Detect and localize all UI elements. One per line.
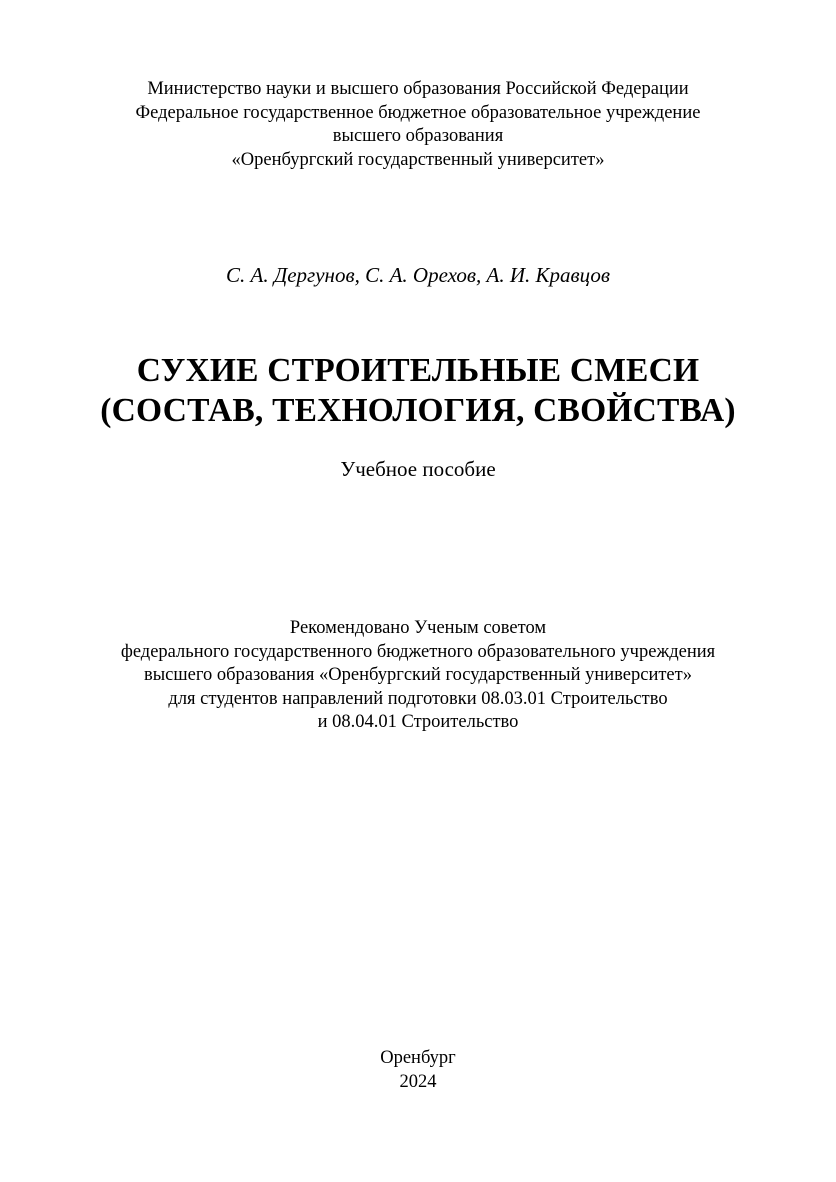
title-line-2: (СОСТАВ, ТЕХНОЛОГИЯ, СВОЙСТВА) <box>100 392 736 429</box>
recommendation-line-4: для студентов направлений подготовки 08.03.01 Строительство <box>168 688 668 709</box>
header-line-education-level: высшего образования <box>332 126 504 146</box>
document-subtitle <box>0 456 836 482</box>
title-line-1: СУХИЕ СТРОИТЕЛЬНЫЕ СМЕСИ <box>136 352 700 389</box>
recommendation-line-2: федерального государственного бюджетного образовательного учреждения <box>120 641 716 662</box>
document-title <box>0 351 836 431</box>
recommendation-line-3: высшего образования «Оренбургский государственный университет» <box>144 665 692 685</box>
institution-header <box>0 78 836 172</box>
subtitle-line: Учебное пособие <box>340 457 496 481</box>
recommendation-line-1: Рекомендовано Ученым советом <box>289 618 547 638</box>
header-line-ministry: Министерство науки и высшего образования Российской Федерации <box>147 79 689 99</box>
authors-line: С. А. Дергунов, С. А. Орехов, А. И. Кравцов <box>226 263 610 287</box>
recommendation-note <box>0 617 836 735</box>
publication-city: Оренбург <box>380 1048 456 1068</box>
authors <box>0 262 836 288</box>
recommendation-line-5: и 08.04.01 Строительство <box>317 712 519 732</box>
publication-place-year <box>0 1046 836 1094</box>
publication-year: 2024 <box>399 1072 437 1092</box>
header-line-university: «Оренбургский государственный университет» <box>231 149 605 170</box>
header-line-institution-type: Федеральное государственное бюджетное образовательное учреждение <box>135 102 701 123</box>
